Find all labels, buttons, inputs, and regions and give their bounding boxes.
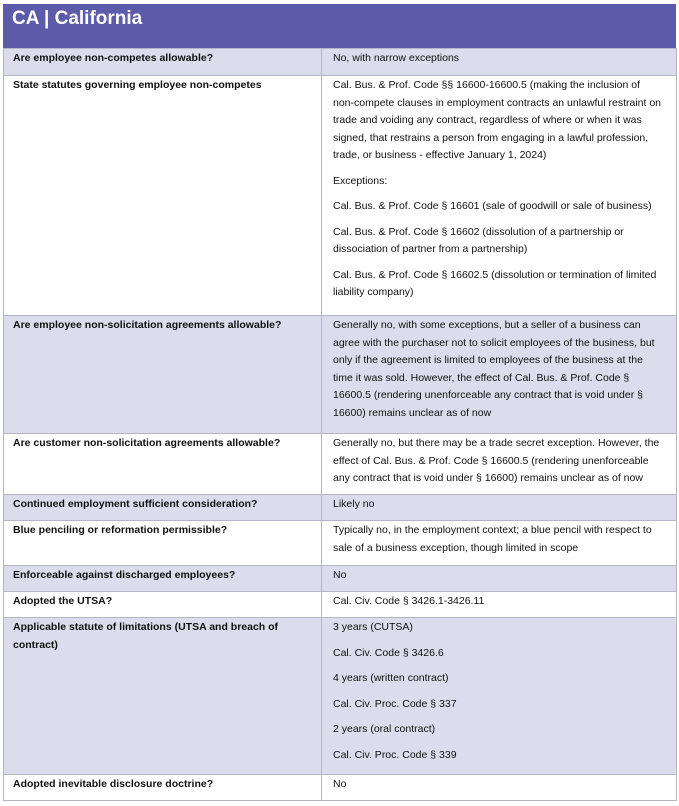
answer-paragraph: Typically no, in the employment context; a blue pencil with respect to sale of a business exception, though limited in scope — [333, 524, 652, 554]
row-answer — [322, 521, 677, 566]
row-answer — [322, 618, 677, 775]
row-answer — [322, 566, 677, 592]
table-row — [4, 618, 677, 775]
row-answer — [322, 495, 677, 521]
row-answer — [322, 775, 677, 801]
answer-paragraph: Cal. Civ. Code § 3426.1-3426.11 — [333, 595, 485, 607]
row-answer — [322, 316, 677, 434]
row-question: Are employee non-solicitation agreements allowable? — [4, 316, 322, 434]
answer-paragraph: 2 years (oral contract) — [333, 723, 436, 735]
table-row — [4, 76, 677, 316]
answer-paragraph: 4 years (written contract) — [333, 672, 449, 684]
row-question: Are customer non-solicitation agreements allowable? — [4, 434, 322, 495]
table-row — [4, 434, 677, 495]
row-answer — [322, 76, 677, 316]
answer-paragraph: 3 years (CUTSA) — [333, 621, 413, 633]
row-question: Adopted the UTSA? — [4, 592, 322, 618]
answer-paragraph: No, with narrow exceptions — [333, 52, 460, 64]
row-question: Adopted inevitable disclosure doctrine? — [4, 775, 322, 801]
answer-paragraph: Cal. Bus. & Prof. Code §§ 16600-16600.5 (making the inclusion of non-compete clauses in employment contracts an unlawful restraint on trade and voiding any contract, regardless of where or when it was signed, that restrains a person from engaging in a lawful profession, trade, or business - effective January 1, 2024) — [333, 79, 662, 161]
answer-paragraph: Cal. Civ. Proc. Code § 337 — [333, 697, 457, 710]
row-question: Continued employment sufficient consideration? — [4, 495, 322, 521]
row-answer — [322, 49, 677, 76]
noncompete-table — [3, 48, 677, 801]
answer-paragraph: Generally no, with some exceptions, but a seller of a business can agree with the purchaser not to solicit employees of the business, but only if the agreement is limited to employees of the business at the time it was sold. However, the effect of Cal. Bus. & Prof. Code § 16600.5 (rendering unenforceable any contract that is void under § 16600) remains unclear as of now — [333, 319, 655, 419]
state-title: CA | California — [12, 8, 143, 29]
answer-paragraph: No — [333, 778, 347, 790]
row-question: Applicable statute of limitations (UTSA and breach of contract) — [4, 618, 322, 775]
answer-paragraph: Cal. Bus. & Prof. Code § 16601 (sale of goodwill or sale of business) — [333, 200, 652, 212]
answer-paragraph: Likely no — [333, 498, 375, 510]
table-row — [4, 495, 677, 521]
answer-paragraph: Cal. Civ. Code § 3426.6 — [333, 646, 444, 659]
table-row — [4, 49, 677, 76]
answer-paragraph: No — [333, 569, 347, 581]
table-row — [4, 316, 677, 434]
answer-paragraph: Generally no, but there may be a trade secret exception. However, the effect of Cal. Bus. & Prof. Code § 16600.5 (rendering unenforceable any contract that is void under § 16600) remains unclear as of now — [333, 437, 660, 484]
answer-paragraph: Exceptions: — [333, 174, 388, 187]
row-question: State statutes governing employee non-competes — [4, 76, 322, 316]
table-row — [4, 775, 677, 801]
row-question: Are employee non-competes allowable? — [4, 49, 322, 76]
row-answer — [322, 592, 677, 618]
row-answer — [322, 434, 677, 495]
answer-paragraph: Cal. Bus. & Prof. Code § 16602 (dissolution of a partnership or dissociation of partner from a partnership) — [333, 225, 624, 255]
state-title-bar — [3, 4, 676, 48]
table-row — [4, 592, 677, 618]
answer-paragraph: Cal. Bus. & Prof. Code § 16602.5 (dissolution or termination of limited liability company) — [333, 268, 657, 298]
table-row — [4, 521, 677, 566]
row-question: Enforceable against discharged employees? — [4, 566, 322, 592]
answer-paragraph: Cal. Civ. Proc. Code § 339 — [333, 748, 457, 761]
row-question: Blue penciling or reformation permissible? — [4, 521, 322, 566]
table-row — [4, 566, 677, 592]
